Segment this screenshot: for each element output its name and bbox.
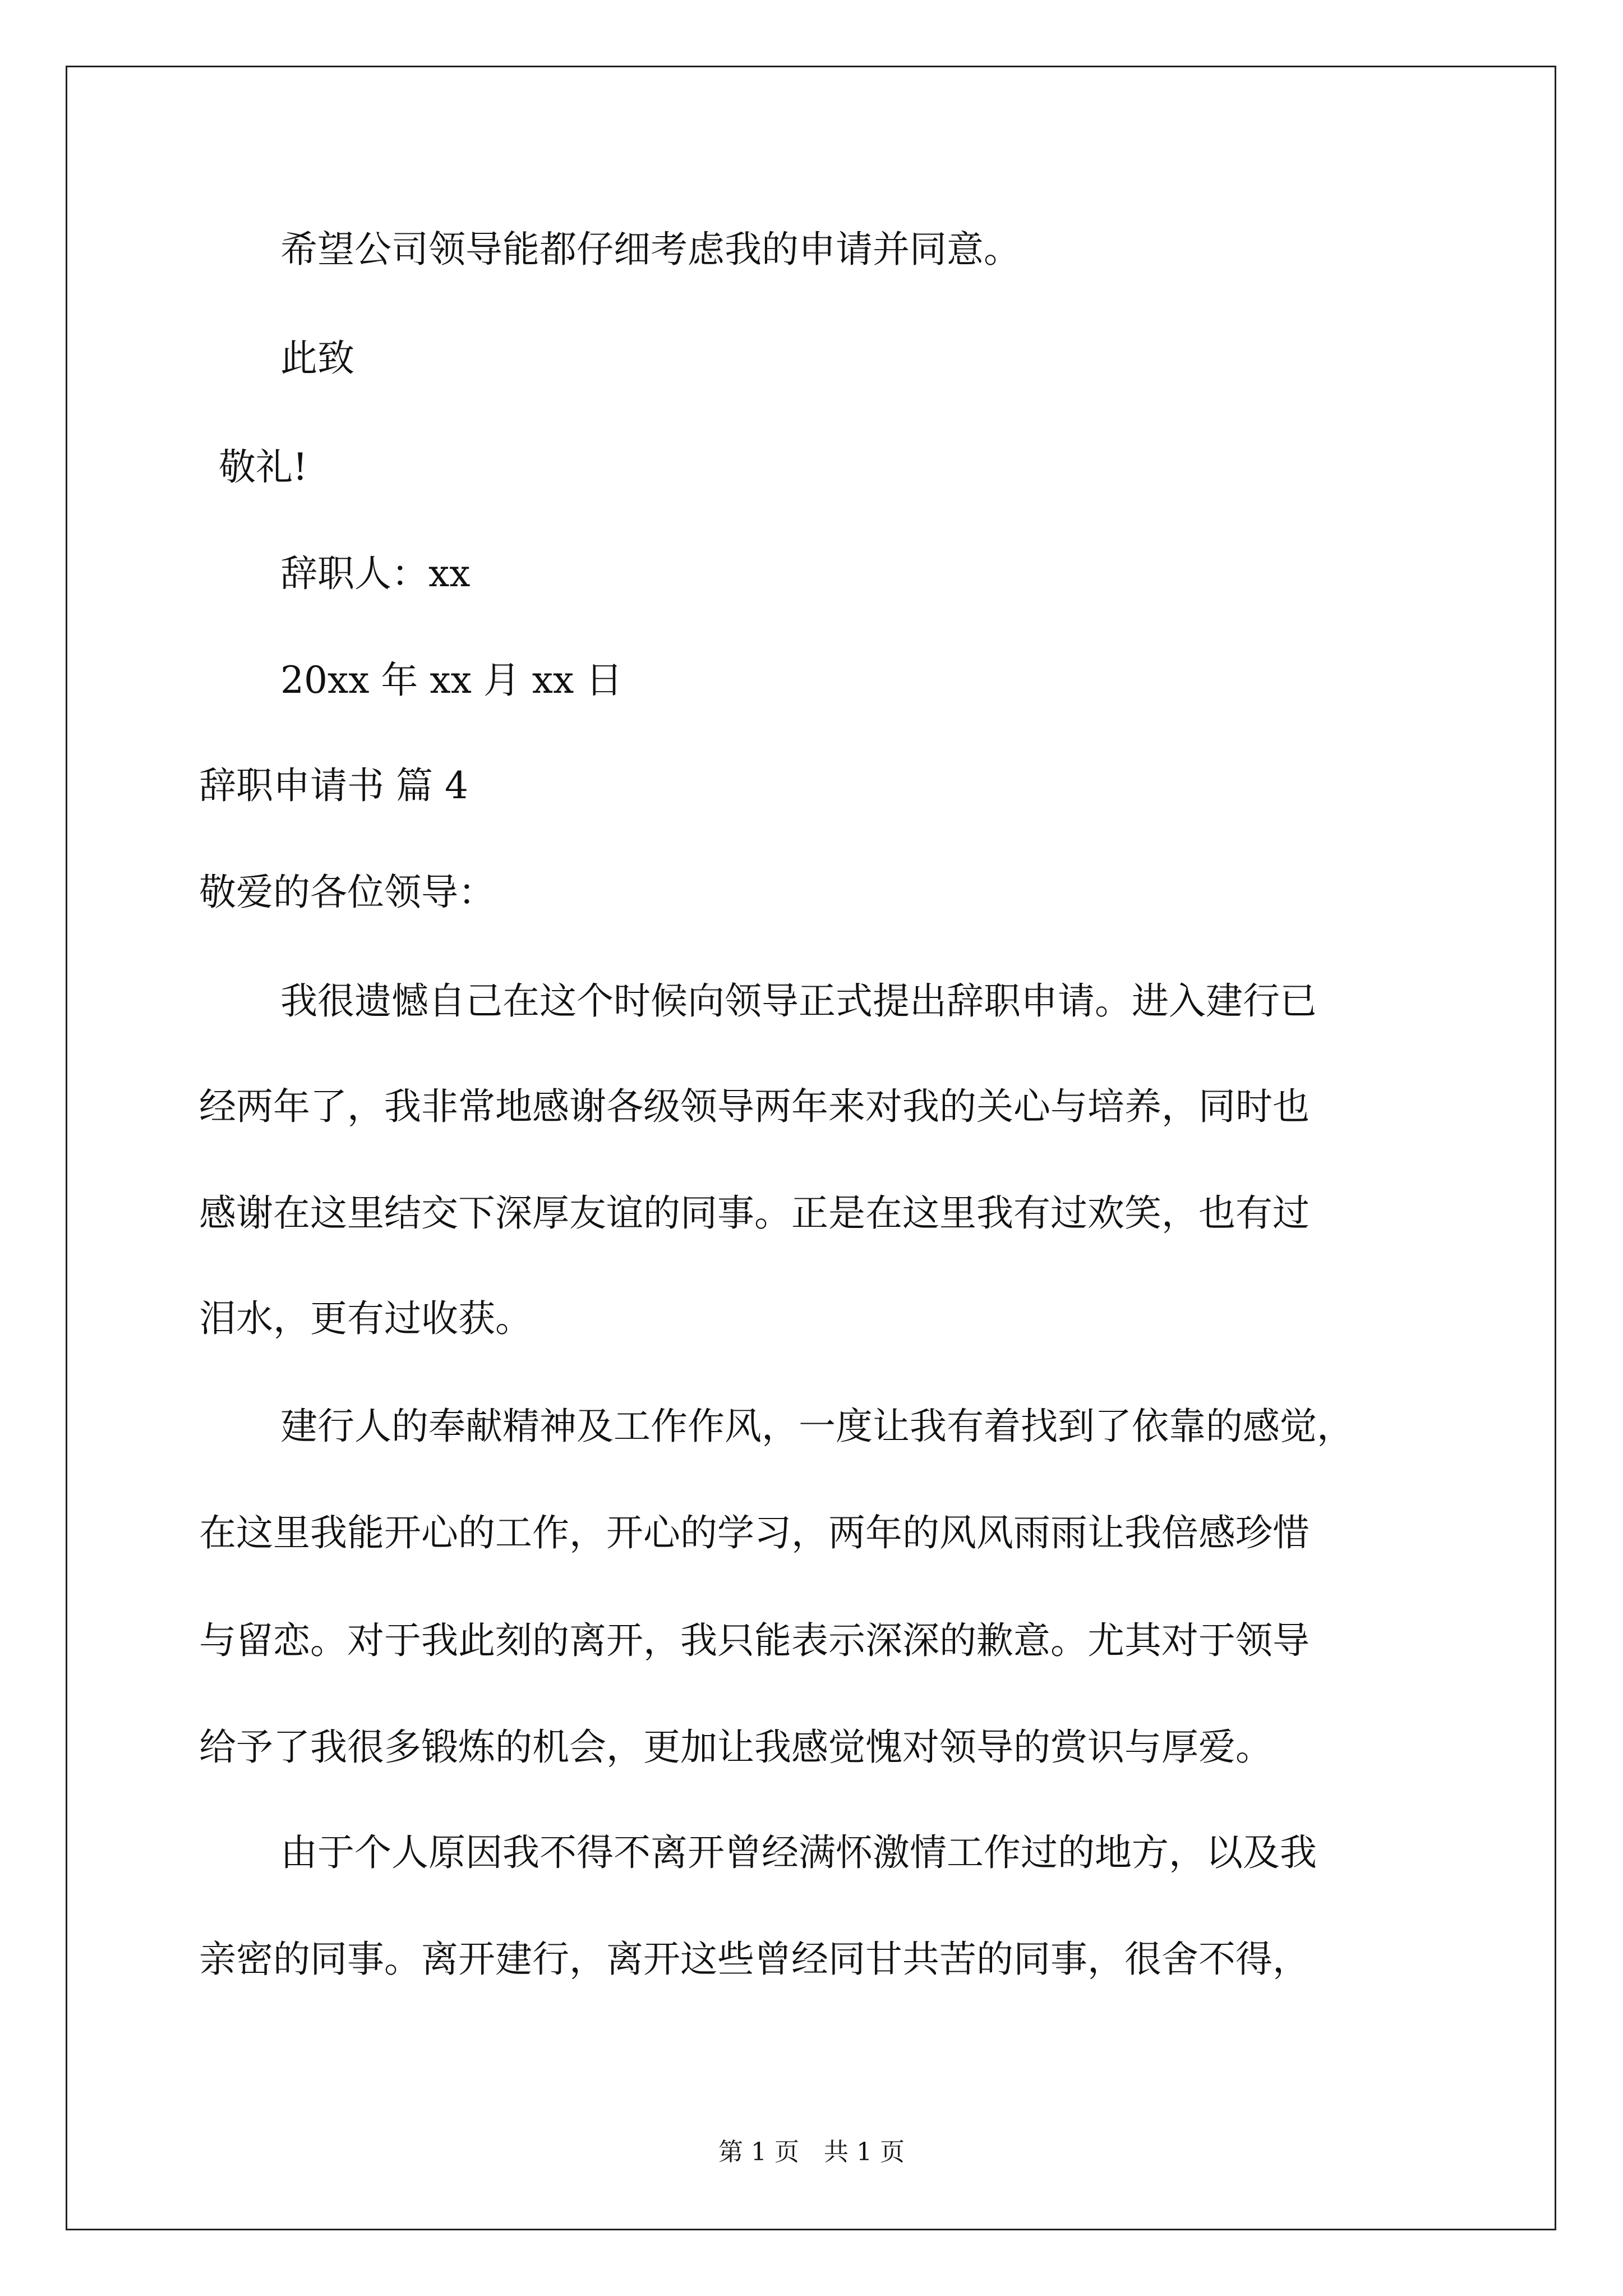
signer-line: 辞职人：xx — [280, 552, 471, 595]
salutation-jingli: 敬礼! — [219, 445, 308, 489]
salutation-cizhi: 此致 — [280, 337, 354, 380]
paragraph-line: 在这里我能开心的工作，开心的学习，两年的风风雨雨让我倍感珍惜 — [199, 1511, 1310, 1554]
paragraph-line: 经两年了，我非常地感谢各级领导两年来对我的关心与培养，同时也 — [199, 1085, 1310, 1128]
paragraph-line: 感谢在这里结交下深厚友谊的同事。正是在这里我有过欢笑，也有过 — [199, 1191, 1310, 1235]
closing-request-line: 希望公司领导能都仔细考虑我的申请并同意。 — [280, 228, 1021, 271]
page-border — [66, 66, 1556, 2230]
section-heading: 辞职申请书 篇 4 — [199, 764, 468, 807]
paragraph-line: 给予了我很多锻炼的机会，更加让我感觉愧对领导的赏识与厚爱。 — [199, 1726, 1272, 1769]
paragraph-line: 由于个人原因我不得不离开曾经满怀激情工作过的地方，以及我 — [280, 1831, 1317, 1874]
paragraph-line: 泪水，更有过收获。 — [199, 1297, 532, 1340]
date-line: 20xx 年 xx 月 xx 日 — [280, 659, 623, 702]
paragraph-line: 我很遗憾自己在这个时候向领导正式提出辞职申请。进入建行已 — [280, 979, 1317, 1023]
page-number-footer: 第 1 页 共 1 页 — [718, 2138, 905, 2166]
greeting-line: 敬爱的各位领导： — [199, 871, 495, 914]
paragraph-line: 建行人的奉献精神及工作作风，一度让我有着找到了依靠的感觉， — [280, 1405, 1354, 1448]
paragraph-line: 与留恋。对于我此刻的离开，我只能表示深深的歉意。尤其对于领导 — [199, 1619, 1310, 1662]
paragraph-line: 亲密的同事。离开建行，离开这些曾经同甘共苦的同事，很舍不得， — [199, 1938, 1310, 1981]
